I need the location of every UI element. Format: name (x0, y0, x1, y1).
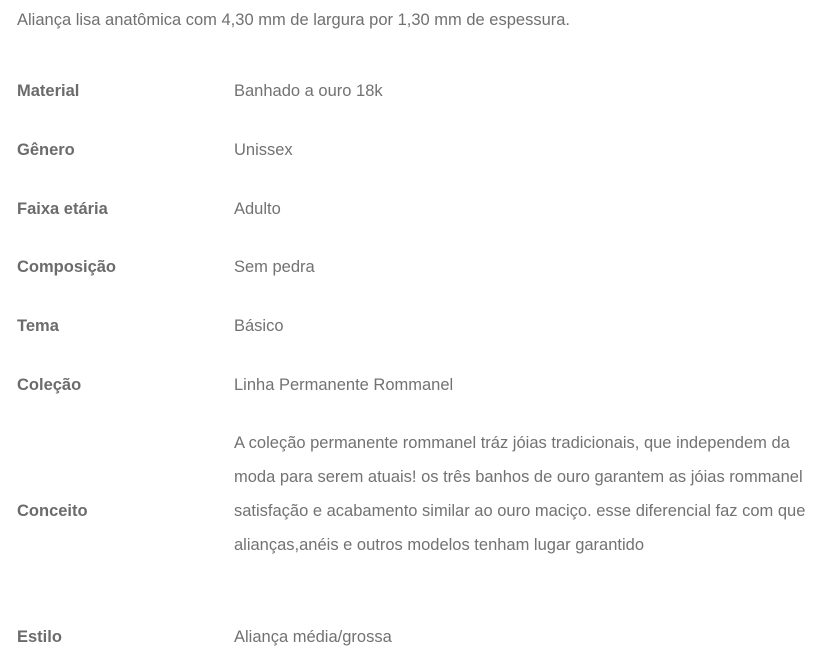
spec-label: Conceito (17, 502, 88, 520)
spec-value: Banhado a ouro 18k (234, 82, 383, 100)
spec-value: Adulto (234, 200, 281, 218)
spec-label: Tema (17, 317, 59, 335)
spec-label: Composição (17, 258, 117, 276)
spec-label: Coleção (17, 376, 82, 394)
spec-value: Aliança média/grossa (234, 628, 392, 646)
spec-label: Estilo (17, 628, 62, 646)
spec-value: Sem pedra (234, 258, 315, 276)
product-description: Aliança lisa anatômica com 4,30 mm de largura por 1,30 mm de espessura. (17, 11, 571, 29)
spec-label: Material (17, 82, 80, 100)
spec-value: Básico (234, 317, 284, 335)
spec-label: Gênero (17, 141, 75, 159)
spec-value: A coleção permanente rommanel tráz jóias tradicionais, que independem da moda para serem atuais! os três banhos de ouro garantem as jóias rommanel satisfação e acabamento similar ao ouro maciço. esse diferencial faz com que alianças,anéis e outros modelos tenham lugar garantido (234, 434, 806, 554)
spec-label: Faixa etária (17, 200, 108, 218)
spec-value: Linha Permanente Rommanel (234, 376, 454, 394)
spec-value: Unissex (234, 141, 293, 159)
